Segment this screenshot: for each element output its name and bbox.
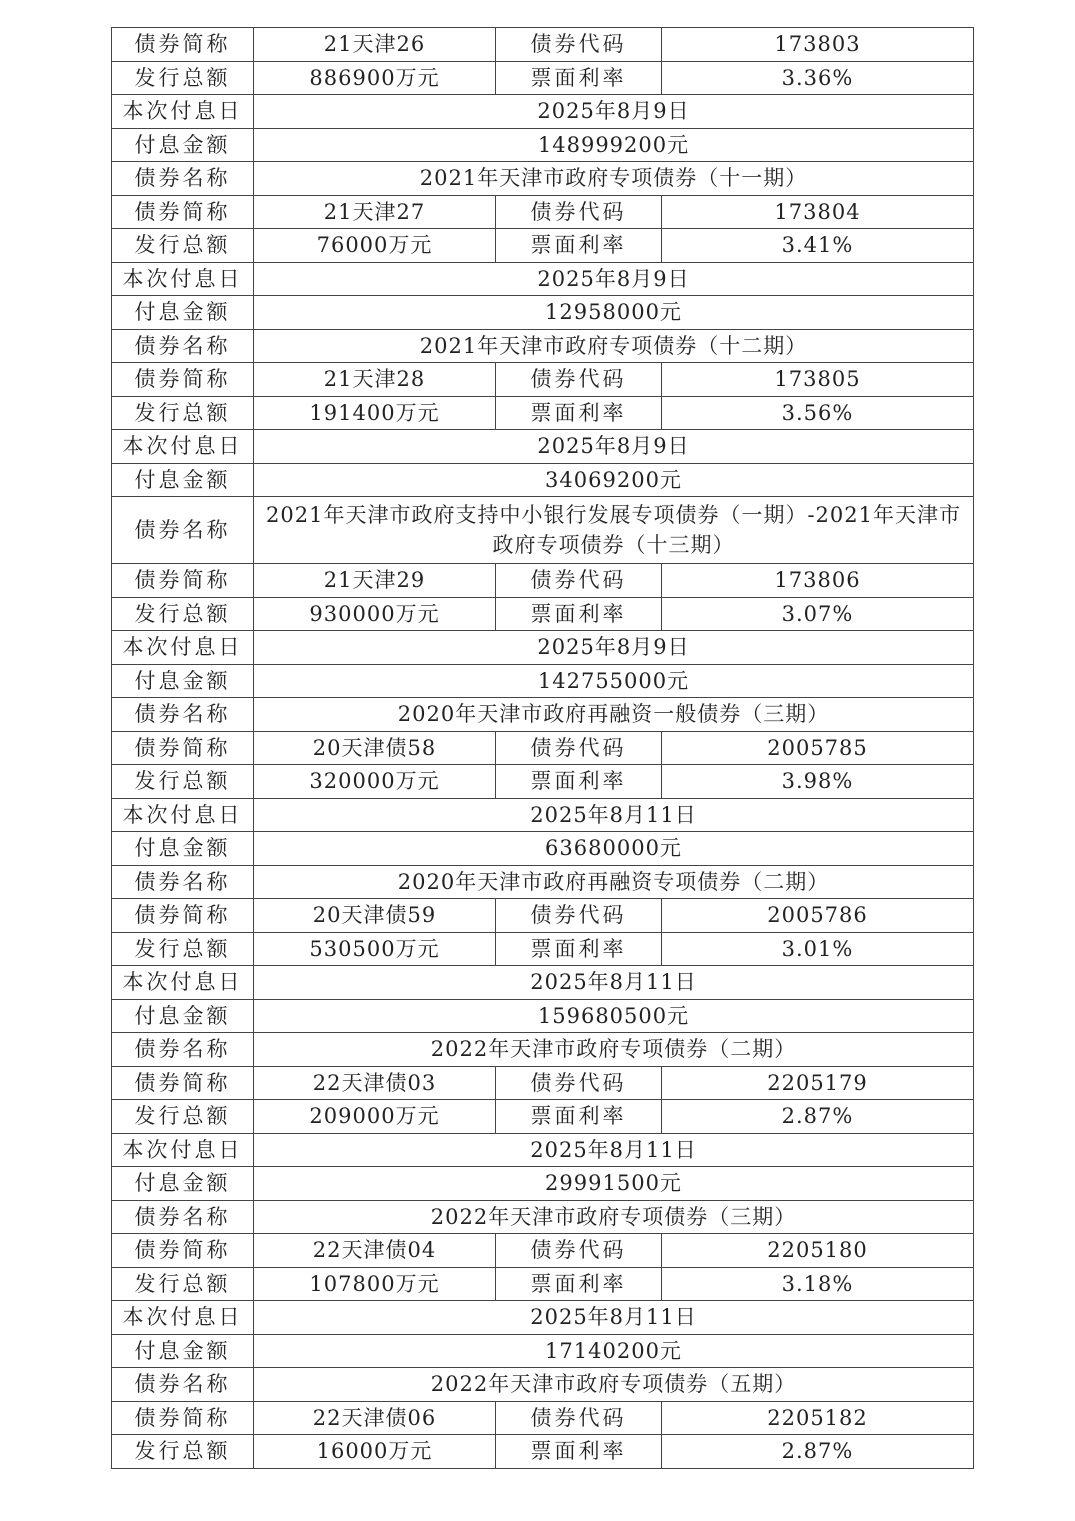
bond-payment-table xyxy=(111,27,974,1469)
bond-payment-row xyxy=(112,1167,974,1201)
bond-short-label: 债券简称 xyxy=(112,564,254,598)
bond-short-value: 22天津债03 xyxy=(254,1066,496,1100)
bond-code-value: 2205182 xyxy=(662,1401,974,1435)
bond-amount-row xyxy=(112,229,974,263)
bond-rate-value: 2.87% xyxy=(662,1435,974,1469)
bond-amount-label: 发行总额 xyxy=(112,396,254,430)
bond-amount-row xyxy=(112,396,974,430)
bond-code-label: 债券代码 xyxy=(496,1401,662,1435)
bond-payment-row xyxy=(112,1334,974,1368)
bond-payment-label: 付息金额 xyxy=(112,999,254,1033)
bond-short-row xyxy=(112,363,974,397)
bond-short-row xyxy=(112,1066,974,1100)
bond-short-value: 21天津29 xyxy=(254,564,496,598)
bond-short-label: 债券简称 xyxy=(112,1234,254,1268)
bond-name-label: 债券名称 xyxy=(112,329,254,363)
bond-name-value: 2021年天津市政府专项债券（十二期） xyxy=(254,329,974,363)
bond-short-row xyxy=(112,1401,974,1435)
bond-short-value: 22天津债06 xyxy=(254,1401,496,1435)
bond-short-row xyxy=(112,731,974,765)
bond-short-value: 22天津债04 xyxy=(254,1234,496,1268)
bond-date-value: 2025年8月11日 xyxy=(254,1133,974,1167)
bond-amount-row xyxy=(112,1435,974,1469)
bond-rate-value: 3.07% xyxy=(662,597,974,631)
bond-amount-row xyxy=(112,1267,974,1301)
bond-code-value: 2205180 xyxy=(662,1234,974,1268)
bond-date-row xyxy=(112,95,974,129)
bond-rate-value: 3.41% xyxy=(662,229,974,263)
bond-name-row xyxy=(112,1033,974,1067)
bond-short-label: 债券简称 xyxy=(112,731,254,765)
bond-amount-row xyxy=(112,765,974,799)
bond-short-value: 21天津26 xyxy=(254,28,496,62)
bond-name-row xyxy=(112,1368,974,1402)
bond-code-label: 债券代码 xyxy=(496,363,662,397)
bond-amount-row xyxy=(112,597,974,631)
bond-payment-value: 17140200元 xyxy=(254,1334,974,1368)
bond-payment-row xyxy=(112,296,974,330)
bond-amount-value: 16000万元 xyxy=(254,1435,496,1469)
bond-payment-value: 63680000元 xyxy=(254,832,974,866)
bond-amount-value: 107800万元 xyxy=(254,1267,496,1301)
bond-short-row xyxy=(112,1234,974,1268)
bond-date-row xyxy=(112,631,974,665)
bond-code-value: 173803 xyxy=(662,28,974,62)
bond-date-label: 本次付息日 xyxy=(112,798,254,832)
bond-code-label: 债券代码 xyxy=(496,564,662,598)
bond-rate-label: 票面利率 xyxy=(496,1100,662,1134)
bond-name-row xyxy=(112,497,974,564)
bond-name-label: 债券名称 xyxy=(112,1368,254,1402)
bond-date-label: 本次付息日 xyxy=(112,262,254,296)
bond-name-value: 2022年天津市政府专项债券（二期） xyxy=(254,1033,974,1067)
bond-code-value: 2005785 xyxy=(662,731,974,765)
bond-payment-value: 34069200元 xyxy=(254,463,974,497)
bond-payment-value: 29991500元 xyxy=(254,1167,974,1201)
bond-name-value: 2021年天津市政府支持中小银行发展专项债券（一期）-2021年天津市政府专项债券（十三期） xyxy=(254,497,974,564)
bond-date-value: 2025年8月9日 xyxy=(254,262,974,296)
bond-code-value: 173804 xyxy=(662,195,974,229)
bond-payment-label: 付息金额 xyxy=(112,296,254,330)
bond-payment-row xyxy=(112,664,974,698)
bond-rate-label: 票面利率 xyxy=(496,1267,662,1301)
bond-short-label: 债券简称 xyxy=(112,1401,254,1435)
bond-name-value: 2022年天津市政府专项债券（五期） xyxy=(254,1368,974,1402)
bond-amount-value: 886900万元 xyxy=(254,61,496,95)
bond-rate-label: 票面利率 xyxy=(496,597,662,631)
bond-name-label: 债券名称 xyxy=(112,865,254,899)
bond-payment-label: 付息金额 xyxy=(112,1167,254,1201)
bond-amount-value: 930000万元 xyxy=(254,597,496,631)
bond-payment-label: 付息金额 xyxy=(112,832,254,866)
bond-date-row xyxy=(112,798,974,832)
bond-short-row xyxy=(112,899,974,933)
bond-name-row xyxy=(112,162,974,196)
bond-rate-label: 票面利率 xyxy=(496,396,662,430)
bond-table-body xyxy=(112,28,974,1469)
bond-amount-value: 191400万元 xyxy=(254,396,496,430)
bond-payment-row xyxy=(112,832,974,866)
bond-name-value: 2022年天津市政府专项债券（三期） xyxy=(254,1200,974,1234)
bond-name-row xyxy=(112,1200,974,1234)
bond-name-label: 债券名称 xyxy=(112,162,254,196)
bond-code-value: 2205179 xyxy=(662,1066,974,1100)
bond-date-value: 2025年8月9日 xyxy=(254,631,974,665)
bond-short-row xyxy=(112,28,974,62)
bond-payment-value: 148999200元 xyxy=(254,128,974,162)
bond-amount-label: 发行总额 xyxy=(112,1435,254,1469)
bond-name-value: 2021年天津市政府专项债券（十一期） xyxy=(254,162,974,196)
bond-payment-label: 付息金额 xyxy=(112,463,254,497)
bond-short-label: 债券简称 xyxy=(112,195,254,229)
bond-short-row xyxy=(112,195,974,229)
bond-name-value: 2020年天津市政府再融资一般债券（三期） xyxy=(254,698,974,732)
bond-rate-label: 票面利率 xyxy=(496,229,662,263)
bond-code-value: 2005786 xyxy=(662,899,974,933)
bond-rate-value: 3.18% xyxy=(662,1267,974,1301)
bond-rate-label: 票面利率 xyxy=(496,765,662,799)
bond-date-label: 本次付息日 xyxy=(112,430,254,464)
bond-code-label: 债券代码 xyxy=(496,899,662,933)
bond-amount-row xyxy=(112,61,974,95)
bond-date-label: 本次付息日 xyxy=(112,1301,254,1335)
bond-payment-label: 付息金额 xyxy=(112,1334,254,1368)
bond-rate-label: 票面利率 xyxy=(496,61,662,95)
bond-amount-value: 76000万元 xyxy=(254,229,496,263)
bond-rate-value: 3.98% xyxy=(662,765,974,799)
bond-payment-label: 付息金额 xyxy=(112,128,254,162)
bond-name-label: 债券名称 xyxy=(112,497,254,564)
bond-date-row xyxy=(112,430,974,464)
bond-payment-value: 12958000元 xyxy=(254,296,974,330)
bond-rate-value: 3.36% xyxy=(662,61,974,95)
bond-date-value: 2025年8月9日 xyxy=(254,95,974,129)
bond-short-value: 20天津债59 xyxy=(254,899,496,933)
bond-amount-label: 发行总额 xyxy=(112,1267,254,1301)
bond-date-row xyxy=(112,262,974,296)
bond-payment-value: 159680500元 xyxy=(254,999,974,1033)
bond-payment-row xyxy=(112,999,974,1033)
bond-date-value: 2025年8月11日 xyxy=(254,966,974,1000)
bond-code-value: 173805 xyxy=(662,363,974,397)
bond-short-value: 21天津27 xyxy=(254,195,496,229)
bond-short-value: 20天津债58 xyxy=(254,731,496,765)
bond-amount-label: 发行总额 xyxy=(112,765,254,799)
bond-rate-label: 票面利率 xyxy=(496,1435,662,1469)
bond-name-label: 债券名称 xyxy=(112,698,254,732)
bond-date-row xyxy=(112,1301,974,1335)
bond-date-value: 2025年8月11日 xyxy=(254,798,974,832)
bond-name-value: 2020年天津市政府再融资专项债券（二期） xyxy=(254,865,974,899)
bond-date-label: 本次付息日 xyxy=(112,966,254,1000)
bond-name-label: 债券名称 xyxy=(112,1033,254,1067)
bond-date-label: 本次付息日 xyxy=(112,631,254,665)
bond-payment-label: 付息金额 xyxy=(112,664,254,698)
bond-amount-label: 发行总额 xyxy=(112,61,254,95)
bond-short-row xyxy=(112,564,974,598)
bond-short-label: 债券简称 xyxy=(112,363,254,397)
bond-date-row xyxy=(112,966,974,1000)
bond-date-value: 2025年8月9日 xyxy=(254,430,974,464)
bond-amount-value: 320000万元 xyxy=(254,765,496,799)
bond-code-label: 债券代码 xyxy=(496,28,662,62)
bond-code-value: 173806 xyxy=(662,564,974,598)
bond-date-label: 本次付息日 xyxy=(112,1133,254,1167)
bond-name-row xyxy=(112,329,974,363)
bond-date-label: 本次付息日 xyxy=(112,95,254,129)
bond-rate-value: 3.01% xyxy=(662,932,974,966)
bond-amount-label: 发行总额 xyxy=(112,932,254,966)
bond-amount-label: 发行总额 xyxy=(112,229,254,263)
bond-rate-value: 3.56% xyxy=(662,396,974,430)
bond-name-label: 债券名称 xyxy=(112,1200,254,1234)
bond-code-label: 债券代码 xyxy=(496,1066,662,1100)
bond-short-label: 债券简称 xyxy=(112,899,254,933)
bond-code-label: 债券代码 xyxy=(496,731,662,765)
bond-amount-value: 530500万元 xyxy=(254,932,496,966)
bond-amount-row xyxy=(112,932,974,966)
bond-payment-row xyxy=(112,463,974,497)
bond-rate-value: 2.87% xyxy=(662,1100,974,1134)
bond-code-label: 债券代码 xyxy=(496,1234,662,1268)
bond-amount-value: 209000万元 xyxy=(254,1100,496,1134)
bond-short-label: 债券简称 xyxy=(112,1066,254,1100)
bond-name-row xyxy=(112,865,974,899)
bond-amount-label: 发行总额 xyxy=(112,1100,254,1134)
bond-name-row xyxy=(112,698,974,732)
bond-code-label: 债券代码 xyxy=(496,195,662,229)
bond-rate-label: 票面利率 xyxy=(496,932,662,966)
bond-payment-row xyxy=(112,128,974,162)
bond-short-value: 21天津28 xyxy=(254,363,496,397)
bond-payment-value: 142755000元 xyxy=(254,664,974,698)
bond-date-row xyxy=(112,1133,974,1167)
bond-amount-label: 发行总额 xyxy=(112,597,254,631)
bond-amount-row xyxy=(112,1100,974,1134)
bond-date-value: 2025年8月11日 xyxy=(254,1301,974,1335)
bond-short-label: 债券简称 xyxy=(112,28,254,62)
